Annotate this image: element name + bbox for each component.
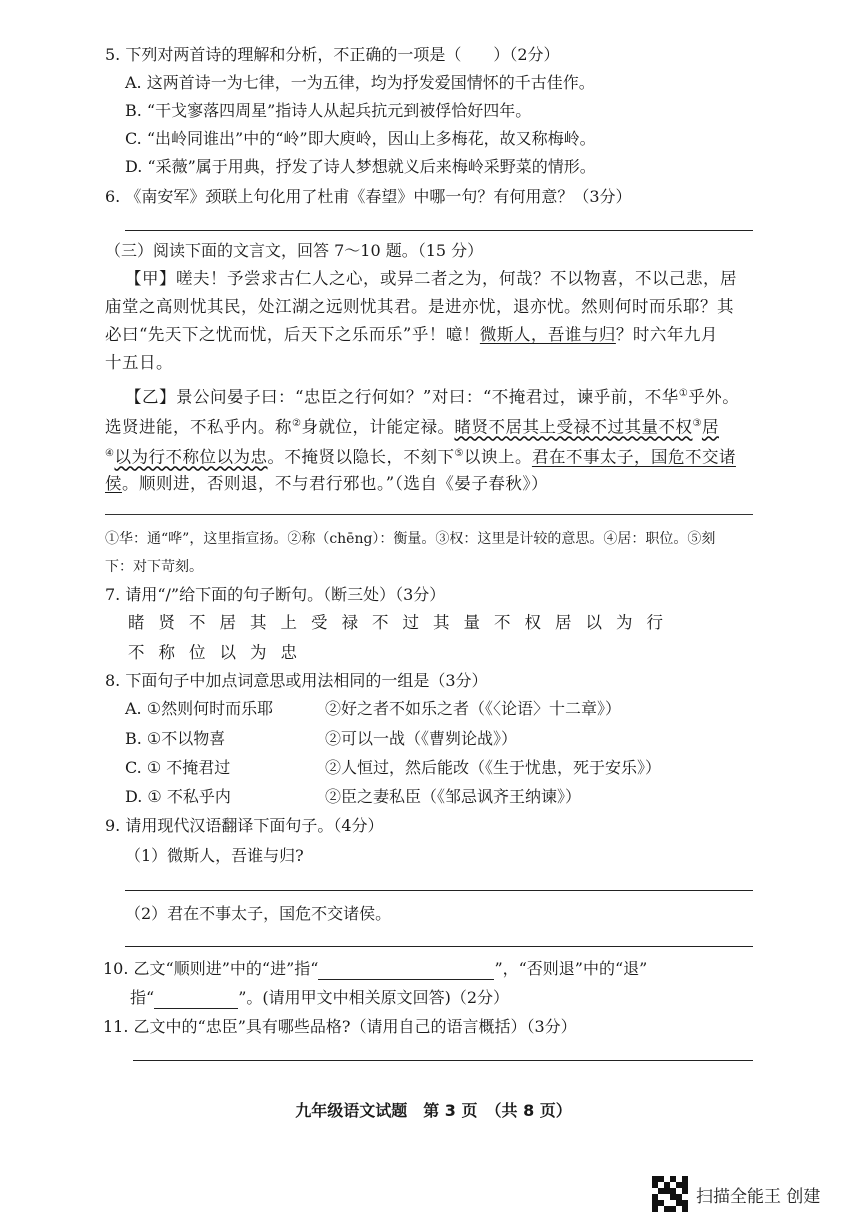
- q8-row-d-right: ②臣之妻私臣（《邹忌讽齐王纳谏》）: [325, 787, 582, 806]
- q6-answer-line: [125, 230, 753, 231]
- q10-line-1: [103, 958, 647, 980]
- yi-line-4-text: 。顺则进，否则退，不与君行邪也。”（选自《晏子春秋》）: [122, 474, 549, 493]
- yi-line-3: [105, 443, 736, 469]
- q9-stem: 9. 请用现代汉语翻译下面句子。（4分）: [105, 816, 384, 835]
- q7-sentence-line-1: 睹贤不居其上受禄不过其量不权居以为行: [128, 613, 677, 632]
- q8-row-b-right: ②可以一战（《曹刿论战》）: [325, 729, 518, 748]
- note-marker-5: ⑤: [454, 448, 464, 459]
- q6-stem: 6. 《南安军》颈联上句化用了杜甫《春望》中哪一句？有何用意？（3分）: [105, 187, 632, 206]
- yi-underlined-sentence-end: 侯: [105, 474, 122, 493]
- q11-answer-line: [133, 1060, 753, 1061]
- watermark-text: 扫描全能王 创建: [696, 1186, 821, 1207]
- jia-line-4: 十五日。: [105, 353, 173, 372]
- jia-line-3-end: ？时六年九月: [615, 325, 718, 344]
- yi-line-2-mid: 身就位，计能定禄。: [301, 417, 455, 437]
- yi-line-1-text: 【乙】景公问晏子曰：“忠臣之行何如？”对曰：“不掩君过，谏乎前，不华: [125, 387, 679, 407]
- page-footer: 九年级语文试题 第 3 页 （共 8 页）: [295, 1101, 572, 1120]
- note-marker-3: ③: [692, 418, 702, 429]
- q8-row-c-right: ②人恒过，然后能改（《生于忧患，死于安乐》）: [325, 758, 662, 777]
- note-marker-4: ④: [105, 448, 115, 459]
- yi-underlined-sentence: 君在不事太子，国危不交诸: [531, 447, 736, 467]
- note-marker-2: ②: [292, 418, 302, 429]
- jia-underlined-sentence: 微斯人，吾谁与归: [479, 325, 616, 344]
- q5-stem: 5. 下列对两首诗的理解和分析，不正确的一项是（ ）（2分）: [105, 45, 560, 64]
- yi-line-4: [105, 473, 548, 495]
- yi-wavy-sentence: 睹贤不居其上受禄不过其量不权: [454, 417, 693, 437]
- yi-line-1: [125, 383, 739, 409]
- jia-line-2: 庙堂之高则忧其民，处江湖之远则忧其君。是进亦忧，退亦忧。然则何时而乐耶？其: [105, 297, 734, 316]
- note-marker-1: ①: [678, 388, 689, 399]
- q8-row-c-left: C. ① 不掩君过: [125, 758, 231, 777]
- jia-line-3-text: 必曰“先天下之忧而忧，后天下之乐而乐”乎！噫！: [105, 325, 480, 344]
- q10-text-c: 指“: [130, 988, 155, 1007]
- q9-answer-line-1: [125, 890, 753, 891]
- q10-blank-2[interactable]: [154, 992, 238, 1009]
- q9-sentence-1: （1）微斯人，吾谁与归?: [125, 846, 304, 865]
- yi-line-3-mid: 以谀上。: [463, 447, 532, 467]
- q10-text-b: ”，“否则退”中的“退”: [494, 959, 648, 978]
- yi-line-2: [105, 413, 719, 439]
- yi-wavy-sentence-cont: 以为行不称位以为忠: [114, 447, 268, 467]
- q8-stem: 8. 下面句子中加点词意思或用法相同的一组是（3分）: [105, 671, 488, 690]
- notes-line-1: ①华：通“哗”，这里指宣扬。②称（chēng）：衡量。③权：这里是计较的意思。④居：职位。⑤刻: [105, 531, 716, 547]
- yi-line-1-end: 乎外。: [688, 387, 740, 407]
- q7-sentence-line-2: 不称位以为忠: [128, 643, 311, 662]
- q7-stem: 7. 请用“/”给下面的句子断句。（断三处）（3分）: [105, 585, 446, 604]
- yi-line-2-text: 选贤进能，不私乎内。称: [105, 417, 292, 437]
- q5-option-d: D. “采薇”属于用典，抒发了诗人梦想就义后来梅岭采野菜的情形。: [125, 157, 596, 176]
- q8-row-d-left: D. ① 不私乎内: [125, 787, 231, 806]
- q11-stem: 11. 乙文中的“忠臣”具有哪些品格?（请用自己的语言概括）（3分）: [103, 1017, 577, 1036]
- yi-wavy-sentence-end: 居: [701, 417, 719, 437]
- section3-title: （三）阅读下面的文言文，回答 7～10 题。（15 分）: [105, 241, 484, 260]
- q10-blank-1[interactable]: [318, 963, 494, 980]
- jia-line-3: [105, 324, 718, 346]
- q10-text-a: 10. 乙文“顺则进”中的“进”指“: [103, 959, 319, 978]
- q9-answer-line-2: [125, 946, 753, 947]
- q5-option-c: C. “出岭同谁出”中的“岭”即大庾岭，因山上多梅花，故又称梅岭。: [125, 129, 596, 148]
- qr-code-icon: [652, 1176, 688, 1212]
- notes-line-2: 下：对下苛刻。: [105, 559, 203, 575]
- scanner-watermark: [652, 1176, 820, 1212]
- q10-text-d: ”。(请用甲文中相关原文回答)（2分）: [238, 988, 510, 1007]
- q5-option-b: B. “干戈寥落四周星”指诗人从起兵抗元到被俘恰好四年。: [125, 101, 532, 120]
- yi-line-3-text: 。不掩贤以隐长，不刻下: [267, 447, 455, 467]
- q8-row-a-right: ②好之者不如乐之者（《〈论语〉十二章》）: [325, 699, 622, 718]
- jia-line-1: 【甲】嗟夫！予尝求古仁人之心，或异二者之为，何哉？不以物喜，不以己悲，居: [125, 269, 737, 288]
- notes-divider: [105, 514, 753, 515]
- q5-option-a: A. 这两首诗一为七律，一为五律，均为抒发爱国情怀的千古佳作。: [125, 73, 595, 92]
- q9-sentence-2: （2）君在不事太子，国危不交诸侯。: [125, 904, 392, 923]
- q10-line-2: [130, 987, 509, 1009]
- q8-row-b-left: B. ①不以物喜: [125, 729, 226, 748]
- q8-row-a-left: A. ①然则何时而乐耶: [125, 699, 274, 718]
